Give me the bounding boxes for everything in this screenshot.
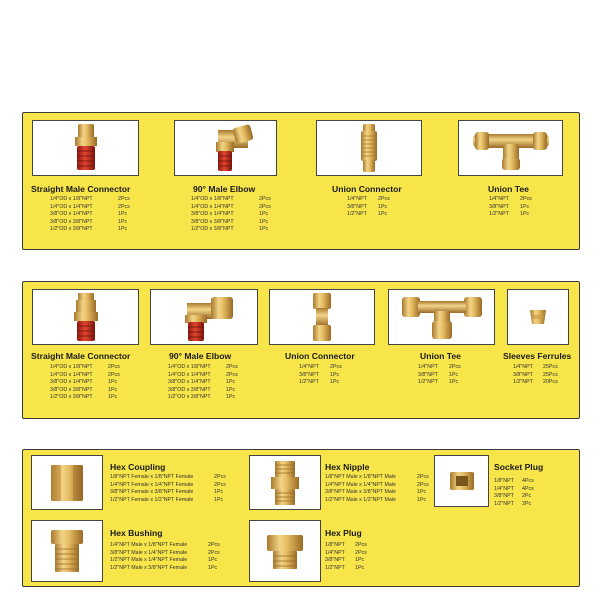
spec-size: 3/8"NPT Male x 3/8"NPT Male [325, 489, 396, 496]
product-specs [168, 364, 258, 402]
spec-row [168, 372, 258, 380]
spec-size: 3/8"OD x 1/4"NPT [191, 211, 234, 218]
spec-quantity: 2Pcs [214, 481, 226, 488]
spec-row [50, 379, 140, 387]
male-elbow-icon [196, 122, 256, 174]
spec-row [418, 372, 478, 380]
spec-size: 1/8"NPT [325, 542, 345, 548]
spec-size: 1/4"NPT [513, 364, 533, 370]
hex-plug-icon [265, 531, 305, 571]
spec-quantity: 25Pcs [543, 371, 558, 378]
product-image-box [249, 520, 321, 582]
spec-size: 1/4"OD x 1/4"NPT [168, 371, 211, 378]
spec-size: 1/2"OD x 3/8"NPT [50, 226, 93, 233]
spec-quantity: 2Pcs [226, 364, 238, 370]
spec-size: 1/2"NPT [494, 500, 514, 507]
product-specs [299, 364, 359, 387]
spec-size: 1/2"NPT [347, 211, 367, 218]
spec-size: 3/8"OD x 3/8"NPT [50, 386, 93, 393]
spec-quantity: 1Pc [449, 371, 459, 378]
spec-size: 3/8"OD x 1/4"NPT [50, 379, 93, 386]
spec-quantity: 25Pcs [543, 364, 558, 370]
product-image-box [32, 289, 139, 345]
product-image-box [150, 289, 258, 345]
spec-quantity: 4Pcs [522, 478, 534, 484]
spec-size: 3/8"OD x 3/8"NPT [168, 386, 211, 393]
spec-row [110, 482, 260, 490]
spec-row [168, 379, 258, 387]
spec-size: 1/2"NPT [513, 379, 533, 386]
spec-row [110, 474, 260, 482]
product-image-box [316, 120, 422, 176]
spec-quantity: 1Pc [226, 386, 236, 393]
spec-quantity: 1Pc [259, 211, 269, 218]
product-title: 90° Male Elbow [169, 351, 232, 361]
product-title: Hex Plug [325, 528, 362, 538]
spec-row [299, 364, 359, 372]
union-tee-icon [471, 124, 551, 172]
product-title: Hex Coupling [110, 462, 166, 472]
spec-quantity: 2Pcs [355, 549, 367, 556]
spec-row [494, 493, 554, 501]
spec-size: 1/4"NPT Female x 1/4"NPT Female [110, 481, 194, 488]
spec-quantity: 1Pc [355, 557, 365, 564]
spec-size: 1/4"NPT Male x 1/4"NPT Male [325, 481, 396, 488]
spec-quantity: 1Pc [118, 211, 128, 218]
product-title: Hex Bushing [110, 528, 163, 538]
spec-quantity: 2Pcs [214, 474, 226, 480]
product-image-box [249, 455, 321, 510]
spec-size: 3/8"OD x 3/8"NPT [191, 218, 234, 225]
spec-row [50, 196, 140, 204]
spec-size: 1/2"OD x 3/8"NPT [50, 394, 93, 401]
spec-row [325, 542, 385, 550]
spec-quantity: 1Pc [214, 489, 224, 496]
spec-row [325, 550, 385, 558]
union-connector-icon [354, 122, 384, 174]
spec-quantity: 1Pc [226, 394, 236, 401]
product-specs [110, 542, 260, 572]
fittings-panel-1 [22, 112, 580, 250]
spec-size: 3/8"OD x 1/4"NPT [168, 379, 211, 386]
spec-quantity: 1Pc [378, 203, 388, 210]
spec-quantity: 1Pc [208, 564, 218, 571]
spec-size: 1/2"NPT Male x 1/2"NPT Male [325, 496, 396, 503]
spec-size: 3/8"NPT [489, 203, 509, 210]
spec-size: 3/8"OD x 1/4"NPT [50, 211, 93, 218]
socket-plug-icon [448, 470, 476, 492]
spec-size: 1/4"NPT [325, 549, 345, 556]
spec-row [418, 364, 478, 372]
product-specs [325, 542, 385, 572]
spec-quantity: 2Pcs [378, 196, 390, 202]
spec-size: 1/2"NPT [418, 379, 438, 386]
spec-row [50, 204, 140, 212]
spec-quantity: 2Pc [522, 500, 532, 507]
spec-row [347, 196, 407, 204]
spec-row [168, 364, 258, 372]
spec-size: 3/8"NPT [513, 371, 533, 378]
spec-size: 3/8"NPT Female x 3/8"NPT Female [110, 489, 194, 496]
spec-quantity: 2Pcs [449, 364, 461, 370]
product-image-box [269, 289, 375, 345]
spec-size: 1/2"NPT Female x 1/2"NPT Female [110, 496, 194, 503]
spec-size: 1/2"NPT [489, 211, 509, 218]
product-title: Straight Male Connector [31, 351, 131, 361]
spec-quantity: 4Pcs [522, 485, 534, 492]
spec-quantity: 1Pc [449, 379, 459, 386]
spec-quantity: 2Pcs [118, 196, 130, 202]
spec-row [168, 394, 258, 402]
spec-row [489, 211, 549, 219]
spec-size: 3/8"NPT [418, 371, 438, 378]
spec-size: 3/8"NPT [325, 557, 345, 564]
product-image-box [174, 120, 277, 176]
spec-quantity: 2Pcs [208, 542, 220, 548]
spec-size: 1/2"NPT Male x 3/8"NPT Female [110, 564, 188, 571]
spec-quantity: 2Pcs [259, 203, 271, 210]
spec-row [50, 219, 140, 227]
product-title: Union Tee [488, 184, 529, 194]
product-specs [50, 364, 140, 402]
spec-quantity: 2Pcs [355, 542, 367, 548]
product-image-box [31, 520, 103, 582]
product-image-box [31, 455, 103, 510]
spec-row [50, 226, 140, 234]
spec-row [110, 557, 260, 565]
spec-row [347, 204, 407, 212]
product-title: Sleeves Ferrules [503, 351, 572, 361]
spec-quantity: 1Pc [520, 203, 530, 210]
spec-quantity: 1Pc [214, 496, 224, 503]
product-title: Union Connector [285, 351, 355, 361]
spec-quantity: 2Pc [522, 493, 532, 500]
spec-quantity: 2Pcs [417, 474, 429, 480]
spec-quantity: 1Pc [108, 394, 118, 401]
spec-size: 1/2"NPT [299, 379, 319, 386]
spec-size: 1/2"NPT [325, 564, 345, 571]
spec-row [494, 478, 554, 486]
product-specs [494, 478, 554, 508]
product-specs [191, 196, 281, 234]
spec-quantity: 2Pcs [417, 481, 429, 488]
product-title: Union Connector [332, 184, 402, 194]
spec-row [489, 204, 549, 212]
spec-row [513, 379, 573, 387]
product-specs [513, 364, 573, 387]
fittings-panel-3 [22, 449, 580, 587]
product-image-box [458, 120, 563, 176]
spec-size: 1/4"OD x 1/4"NPT [50, 203, 93, 210]
spec-size: 1/4"NPT [489, 196, 509, 202]
compression-union-icon [307, 291, 337, 343]
spec-size: 1/4"OD x 1/8"NPT [168, 364, 211, 370]
spec-quantity: 1Pc [226, 379, 236, 386]
spec-size: 1/4"OD x 1/8"NPT [50, 196, 93, 202]
spec-quantity: 1Pc [118, 218, 128, 225]
spec-row [494, 486, 554, 494]
spec-quantity: 2Pcs [108, 364, 120, 370]
spec-size: 1/2"OD x 3/8"NPT [191, 226, 234, 233]
spec-quantity: 2Pcs [226, 371, 238, 378]
spec-quantity: 20Pcs [543, 379, 558, 386]
product-specs [489, 196, 549, 219]
spec-quantity: 2Pcs [118, 203, 130, 210]
male-elbow-icon [171, 291, 237, 343]
straight-male-connector-icon [66, 122, 106, 174]
spec-row [50, 364, 140, 372]
spec-size: 1/4"OD x 1/8"NPT [191, 196, 234, 202]
spec-row [50, 372, 140, 380]
spec-row [513, 372, 573, 380]
spec-size: 3/8"OD x 3/8"NPT [50, 218, 93, 225]
spec-row [110, 550, 260, 558]
spec-quantity: 1Pc [520, 211, 530, 218]
fittings-panel-2 [22, 281, 580, 419]
spec-quantity: 2Pcs [208, 549, 220, 556]
product-specs [418, 364, 478, 387]
spec-size: 3/8"NPT [494, 493, 514, 500]
spec-quantity: 1Pc [330, 379, 340, 386]
spec-row [110, 497, 260, 505]
spec-size: 1/4"OD x 1/4"NPT [191, 203, 234, 210]
spec-quantity: 1Pc [118, 226, 128, 233]
spec-quantity: 2Pcs [520, 196, 532, 202]
spec-size: 1/2"OD x 3/8"NPT [168, 394, 211, 401]
hex-coupling-icon [47, 461, 87, 505]
spec-quantity: 1Pc [259, 218, 269, 225]
product-title: Socket Plug [494, 462, 544, 472]
product-image-box [507, 289, 569, 345]
spec-row [325, 557, 385, 565]
product-image-box [434, 455, 489, 507]
spec-size: 1/4"NPT [299, 364, 319, 370]
spec-row [110, 489, 260, 497]
spec-row [191, 226, 281, 234]
spec-size: 3/8"NPT [347, 203, 367, 210]
spec-row [418, 379, 478, 387]
product-title: Hex Nipple [325, 462, 370, 472]
spec-row [168, 387, 258, 395]
spec-size: 1/4"NPT [418, 364, 438, 370]
ferrule-icon [527, 307, 549, 327]
product-title: 90° Male Elbow [193, 184, 256, 194]
spec-row [494, 501, 554, 509]
spec-row [489, 196, 549, 204]
spec-row [513, 364, 573, 372]
spec-size: 3/8"NPT Male x 1/4"NPT Female [110, 549, 188, 556]
spec-row [347, 211, 407, 219]
spec-row [110, 542, 260, 550]
spec-quantity: 1Pc [378, 211, 388, 218]
spec-row [50, 387, 140, 395]
spec-row [191, 204, 281, 212]
spec-size: 1/4"NPT [494, 485, 514, 492]
spec-row [191, 219, 281, 227]
spec-quantity: 2Pcs [108, 371, 120, 378]
spec-row [299, 372, 359, 380]
straight-male-connector-icon [69, 291, 103, 343]
spec-row [50, 394, 140, 402]
spec-quantity: 1Pc [259, 226, 269, 233]
spec-quantity: 1Pc [417, 496, 427, 503]
product-image-box [32, 120, 139, 176]
spec-size: 1/4"NPT Male x 1/8"NPT Female [110, 542, 188, 548]
hex-nipple-icon [268, 459, 302, 507]
spec-size: 1/4"OD x 1/4"NPT [50, 371, 93, 378]
product-specs [50, 196, 140, 234]
product-specs [347, 196, 407, 219]
spec-row [110, 565, 260, 573]
product-specs [110, 474, 260, 504]
spec-row [191, 196, 281, 204]
spec-row [50, 211, 140, 219]
spec-row [299, 379, 359, 387]
spec-size: 1/4"NPT [347, 196, 367, 202]
spec-quantity: 1Pc [108, 379, 118, 386]
spec-quantity: 2Pcs [259, 196, 271, 202]
spec-quantity: 1Pc [417, 489, 427, 496]
spec-size: 1/4"OD x 1/8"NPT [50, 364, 93, 370]
spec-row [191, 211, 281, 219]
spec-quantity: 1Pc [330, 371, 340, 378]
spec-size: 1/2"NPT Male x 1/4"NPT Female [110, 557, 188, 564]
spec-row [325, 565, 385, 573]
spec-quantity: 2Pcs [330, 364, 342, 370]
spec-size: 1/8"NPT Male x 1/8"NPT Male [325, 474, 396, 480]
hex-bushing-icon [47, 526, 87, 576]
spec-quantity: 1Pc [355, 564, 365, 571]
spec-quantity: 1Pc [108, 386, 118, 393]
spec-size: 3/8"NPT [299, 371, 319, 378]
spec-size: 1/8"NPT [494, 478, 514, 484]
compression-tee-icon [400, 293, 484, 341]
spec-quantity: 1Pc [208, 557, 218, 564]
product-image-box [388, 289, 495, 345]
spec-size: 1/8"NPT Female x 1/8"NPT Female [110, 474, 194, 480]
product-title: Union Tee [420, 351, 461, 361]
product-title: Straight Male Connector [31, 184, 131, 194]
